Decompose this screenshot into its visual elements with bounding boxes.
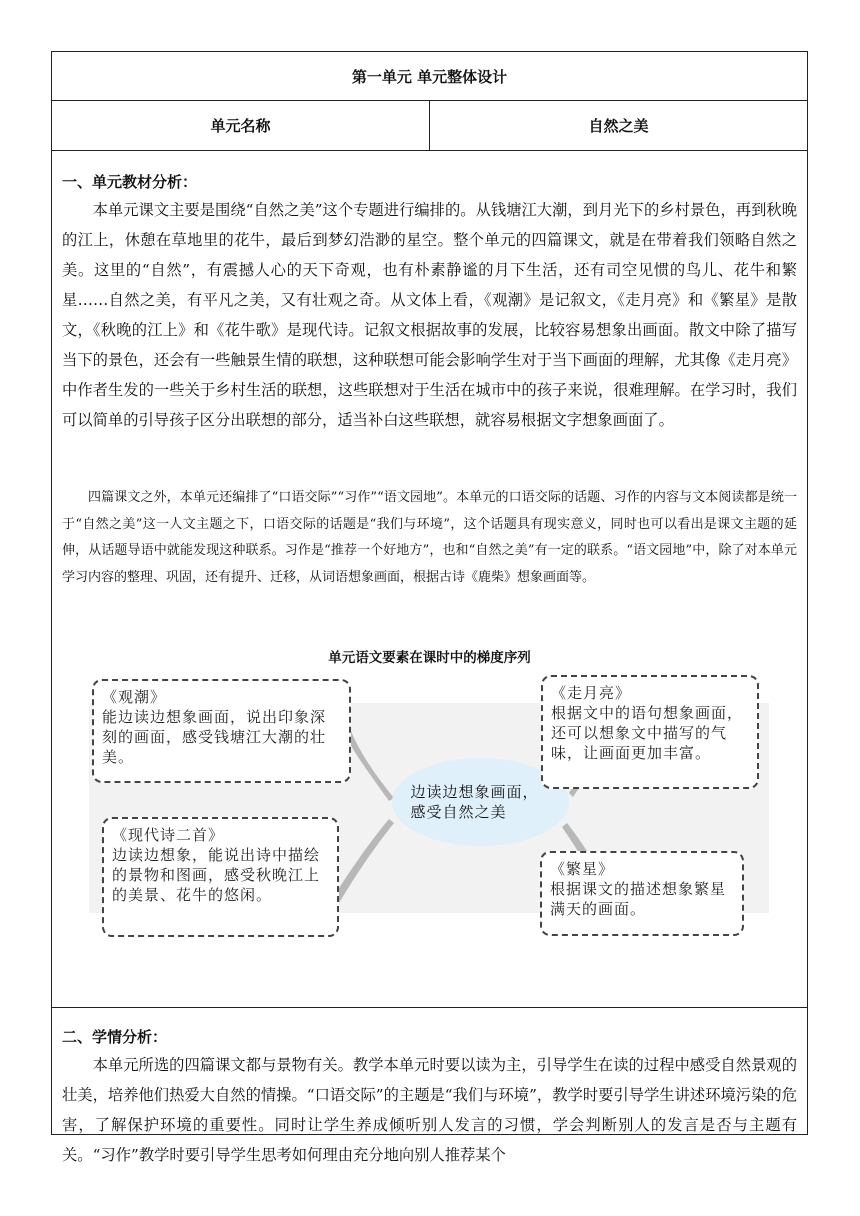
- gradient-sequence-diagram: [89, 673, 769, 941]
- box-zouyueliang-text: 根据文中的语句想象画面，还可以想象文中描写的气味，让画面更加丰富。: [551, 704, 744, 762]
- unit-name-value-cell: [430, 101, 807, 150]
- analysis-paragraph-2: 四篇课文之外，本单元还编排了“口语交际”“习作”“语文园地”。本单元的口语交际的话题、习作的内容与文本阅读都是统一于“自然之美”这一人文主题之下，口语交际的话题是“我们与环境”，这个话题具有现实意义，同时也可以看出是课文主题的延伸，从话题导语中就能发现这种联系。习作是“推荐一个好地方”，也和“自然之美”有一定的联系。“语文园地”中，除了对本单元学习内容的整理、巩固，还有提升、迁移，从词语想象画面，根据古诗《鹿柴》想象画面等。: [62, 490, 797, 585]
- box-fanxing: [540, 851, 744, 936]
- box-guanchao-text: 能边读边想象画面，说出印象深刻的画面，感受钱塘江大潮的壮美。: [102, 708, 327, 766]
- table-title-row: [52, 52, 807, 101]
- box-fanxing-text: 根据课文的描述想象繁星满天的画面。: [550, 880, 727, 918]
- section-heading-analysis: 一、单元教材分析：: [62, 173, 198, 191]
- learning-paragraph-1: 本单元所选的四篇课文都与景物有关。教学本单元时要以读为主，引导学生在读的过程中感受自然景观的壮美，培养他们热爱大自然的情操。“口语交际”的主题是“我们与环境”，教学时要引导学生讲述环境污染的危害，了解保护环境的重要性。同时让学生养成倾听别人发言的习惯，学会判断别人的发言是否与主题有关。“习作”教学时要引导学生思考如何理由充分地向别人推荐某个: [62, 1056, 797, 1164]
- diagram-title: 单元语文要素在课时中的梯度序列: [328, 650, 531, 666]
- page-title: 第一单元 单元整体设计: [351, 67, 508, 86]
- box-zouyueliang: [541, 675, 759, 789]
- unit-name-label: 单元名称: [210, 117, 271, 135]
- unit-name-value: 自然之美: [588, 117, 649, 135]
- unit-name-row: [52, 101, 807, 151]
- box-xiandaishi-text: 边读边想象，能说出诗中描绘的景物和图画，感受秋晚江上的美景、花牛的悠闲。: [112, 846, 321, 904]
- analysis-paragraph-1: 本单元课文主要是围绕“自然之美”这个专题进行编排的。从钱塘江大潮，到月光下的乡村景色，再到秋晚的江上，休憩在草地里的花牛，最后到梦幻浩渺的星空。整个单元的四篇课文，就是在带着我们领略自然之美。这里的“自然”，有震撼人心的天下奇观，也有朴素静谧的月下生活，还有司空见惯的鸟儿、花牛和繁星……自然之美，有平凡之美，又有壮观之奇。从文体上看，《观潮》是记叙文，《走月亮》和《繁星》是散文，《秋晚的江上》和《花牛歌》是现代诗。记叙文根据故事的发展，比较容易想象出画面。散文中除了描写当下的景色，还会有一些触景生情的联想，这种联想可能会影响学生对于当下画面的理解，尤其像《走月亮》中作者生发的一些关于乡村生活的联想，这些联想对于生活在城市中的孩子来说，很难理解。在学习时，我们可以简单的引导孩子区分出联想的部分，适当补白这些联想，就容易根据文字想象画面了。: [62, 201, 797, 429]
- box-guanchao: [92, 679, 351, 783]
- box-xiandaishi: [102, 817, 339, 937]
- unit-design-table: [51, 51, 808, 1164]
- textbook-analysis-section: [52, 151, 807, 1008]
- unit-name-label-cell: [52, 101, 430, 150]
- box-fanxing-title: 《繁星》: [550, 860, 615, 878]
- center-theme-text: 边读边想象画面，感受自然之美: [410, 783, 539, 821]
- box-guanchao-title: 《观潮》: [102, 688, 167, 706]
- box-xiandaishi-title: 《现代诗二首》: [112, 826, 225, 844]
- learning-analysis-section: [52, 1008, 807, 1164]
- section-heading-learning: 二、学情分析：: [62, 1028, 168, 1046]
- box-zouyueliang-title: 《走月亮》: [551, 684, 632, 702]
